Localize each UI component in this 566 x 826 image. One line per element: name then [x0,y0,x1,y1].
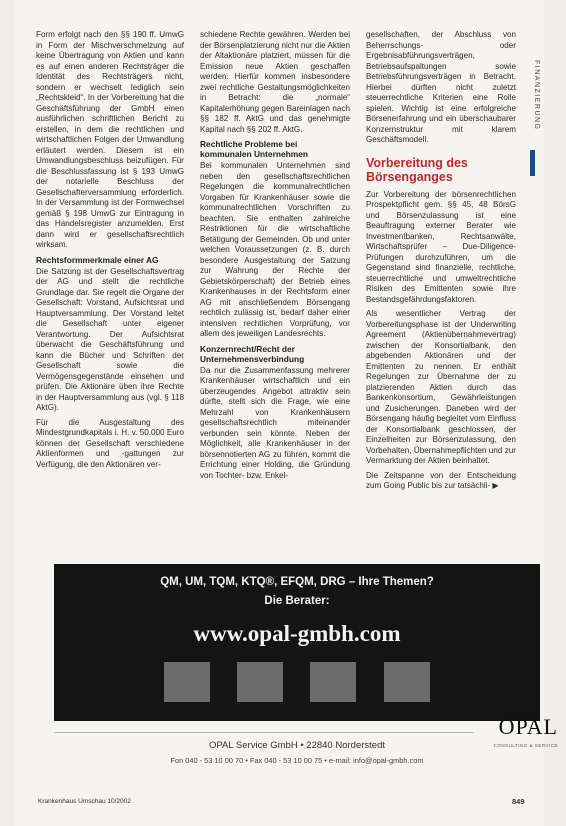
company-contacts: Fon 040 - 53 10 00 70 • Fax 040 - 53 10 00 75 • e-mail: info@opal-gmbh.com [170,756,424,765]
section-heading-red: Vorbereitung des Börsenganges [366,155,468,184]
section-heading: Konzernrecht/Recht der Unternehmensverbindung [200,343,305,364]
ad-image-placeholder [237,662,283,702]
ad-headline: QM, UM, TQM, KTQ®, EFQM, DRG – Ihre Themen? [160,576,434,588]
logo-wordmark: OPAL [498,714,558,739]
paragraph: Die Zeitspanne von der Entscheidung zum Going Public bis zur tatsächli- ▶ [366,470,516,490]
journal-footer: Krankenhaus Umschau 10/2002 [38,798,131,805]
text-column-1 [36,30,184,474]
ad-image-row [164,662,430,702]
paragraph: Für die Ausgestaltung des Mindestgrundkapitals i. H. v. 50.000 Euro können der Gesellschaft verschiedene Aktienformen und -gattungen zur Verfügung, die den Aktionären ver- [36,417,184,469]
section-heading: Rechtliche Probleme bei kommunalen Unternehmen [200,139,308,159]
ad-image-placeholder [310,662,356,702]
company-address: OPAL Service GmbH • 22840 Norderstedt [209,740,385,751]
page-number: 849 [512,797,525,806]
ad-website-link[interactable]: www.opal-gmbh.com [193,621,401,646]
ad-image-placeholder [164,662,210,702]
ad-subline: Die Berater: [264,595,330,607]
paragraph: gesellschaften, der Abschluss von Beherrschungs- oder Ergebnisabführungsverträgen, Betriebsaufspaltungen sowie Betriebsführungsverträgen in Betracht. Hierbei dürften nicht zuletzt steuerrechtliche Kriterien eine Rolle spielen. Wichtig ist eine erfolgreiche Börsenerfahrung und ein überschaubarer Konzernstruktur mit klarem Geschäftsmodell. [366,30,516,144]
paragraph: Als wesentlicher Vertrag der Vorbereitungsphase ist der Underwriting Agreement (Aktienübernahmevertrag) zwischen der Konsortialbank, den abgebenden Aktionären und der Emittenten zu nennen. Er enthält Regelungen zur Übernahme der zu platzierenden Aktien durch das Bankenkonsortium, Gewährleistungen und Zusicherungen. Daneben wird der Börsengang häufig begleitet vom Einfluss der Konsortialbank geschlossen, der Einzelheiten zur Börsenzulassung, den Vorbehalten, Übernahmepflichten und zur Vermarktung der Aktien beinhaltet. [366,309,516,465]
paragraph: Die Satzung ist der Gesellschaftsvertrag der AG und stellt die rechtliche Grundlage dar. Sie regelt die Organe der Gesellschaft: Vorstand, Aufsichtsrat und Hauptversammlung. Der Vorstand leitet die Gesellschaft unter eigener Verantwortung. Der Aufsichtsrat überwacht die Geschäftsführung und kann die Bücher und Schriften der Gesellschaft sowie die Vermögensgegenstände einsehen und prüfen. Die Aktionäre üben ihre Rechte in der Hauptversammlung aus (vgl. § 118 AktG). [36,266,184,412]
divider [54,732,474,733]
paragraph: Zur Vorbereitung der börsenrechtlichen Prospektpflicht gem. §§ 45, 48 BörsG und Börsenzulassung ist eine Beauftragung externer Berater wie Investmentbanken, Rechtsanwälte, Wirtschaftsprüfer – Due-Diligence-Prüfungen durchzuführen, um die Gegenstand sind finanzielle, rechtliche, steuerrechtliche und umweltrechtliche Risiken des Emittenten sowie ihre Bestandsgefährdungsfaktoren. [366,189,516,304]
section-color-bar [530,150,535,176]
text-column-3 [366,30,516,496]
paragraph: Form erfolgt nach den §§ 190 ff. UmwG in Form der Mischverschmelzung auf keine Übertragung von Aktien und kann es auf einen anderen Rechtsträger die Identität des Rechtsträgers nicht, sondern er wechselt lediglich sein „Rechtskleid“. In der Vorbereitung hat die Geschäftsführung der GmbH einen ausführlichen schriftlichen Bericht zu erstellen, in dem die rechtlichen und wirtschaftlichen Folgen der Umwandlung erläutert werden. Diesem ist ein Umwandlungsbeschluss beizufügen. Für die Beschlussfassung ist § 193 UmwG der notarielle Beschluss der Gesellschafterversammlung erforderlich. In der Versammlung ist der Formwechsel gemäß § 198 UmwG zur Eintragung in das Handelsregister anzumelden. Erst dann wird er gesellschaftsrechtlich wirksam. [36,30,184,249]
magazine-page [14,0,558,826]
paragraph: Da nur die Zusammenfassung mehrerer Krankenhäuser wirtschaftlich und ein überzeugendes Angebot attraktiv sein dürfte, stellt sich die Frage, wie eine Mehrzahl von Krankenhäusern gesellschaftsrechtlich miteinander verbunden sein könnte. Neben der Möglichkeit, alle Krankenhäuser in der börsennotierten AG zu führen, kommt die Errichtung einer Holding, die Gründung von Tochter- bzw. Enkel- [200,365,350,480]
advertisement-banner [54,564,540,721]
paragraph: Bei kommunalen Unternehmen sind neben den gesellschaftsrechtlichen Regelungen die kommunalrechtlichen Vorgaben für Krankenhäuser sowie die kommunalrechtlichen Vorschriften zu beachten. Sie enthalten zahlreiche Restriktionen für die wirtschaftliche Betätigung der Gemeinden. Ob und unter welchen Voraussetzungen (z. B. durch besondere Ausgestaltung der Satzung zur Wahrung der Rechte der Gebietskörperschaft) der Betrieb eines Krankenhauses in der Rechtsform einer AG mit anschließendem Börsengang rechtlich zulässig ist, bedarf daher einer intensiven rechtlichen Vorprüfung, vor allem des jeweiligen Landesrechts. [200,161,350,338]
section-sidebar-label: FINANZIERUNG [533,60,540,131]
paragraph: schiedene Rechte gewähren. Werden bei der Börsenplatzierung nicht nur die Aktien der Altaktionäre platziert, müssen für die Emission neue Aktien geschaffen werden. Hierfür kommen insbesondere zwei rechtliche Gestaltungsmöglichkeiten in Betracht: die „normale“ Kapitalerhöhung gegen Bareinlagen nach §§ 182 ff. AktG und das genehmigte Kapital nach §§ 202 ff. AktG. [200,30,350,134]
text-column-2 [200,30,350,485]
ad-image-placeholder [384,662,430,702]
logo-tagline: CONSULTING & SERVICE [493,743,558,748]
section-heading: Rechtsformmerkmale einer AG [36,254,159,265]
